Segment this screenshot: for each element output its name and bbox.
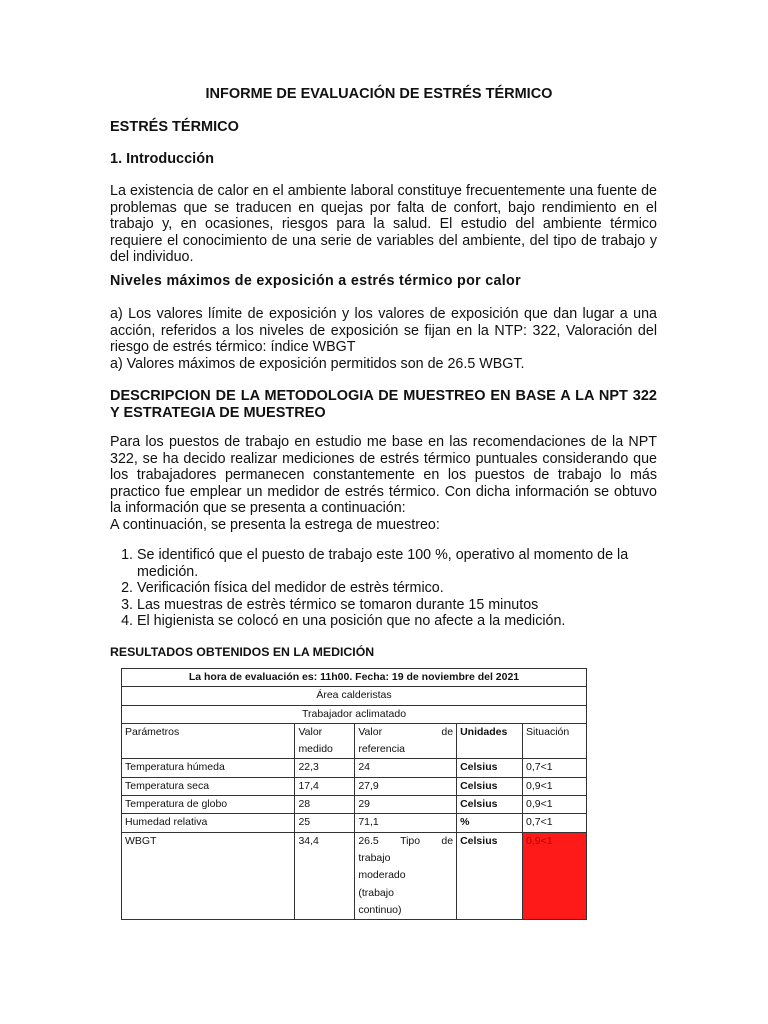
reference-line5: continuo) bbox=[358, 903, 402, 916]
levels-text-1: a) Los valores límite de exposición y los valores de exposición que dan lugar a una acción, referidos a los niveles de exposición se fijan en la NTP: 322, Valoración del riesgo de estrés térmico: índice WBGT bbox=[110, 306, 657, 355]
param-cell: Temperatura de globo bbox=[122, 796, 295, 814]
status-cell: 0,7<1 bbox=[523, 759, 587, 777]
area-cell: Área calderistas bbox=[122, 687, 587, 705]
levels-text-2: a) Valores máximos de exposición permitidos son de 26.5 WBGT. bbox=[110, 355, 525, 372]
measured-cell: 28 bbox=[295, 796, 355, 814]
column-header-reference bbox=[355, 723, 457, 759]
column-header-param: Parámetros bbox=[122, 723, 295, 759]
table-row bbox=[122, 777, 587, 795]
reference-word-tipo: Tipo bbox=[400, 834, 421, 847]
reference-cell: 27,9 bbox=[355, 777, 457, 795]
intro-heading: 1. Introducción bbox=[110, 151, 214, 167]
table-worker-row bbox=[122, 705, 587, 723]
column-header-reference-word1: Valor bbox=[358, 725, 383, 738]
column-header-status: Situación bbox=[523, 723, 587, 759]
reference-cell: 71,1 bbox=[355, 814, 457, 832]
measured-cell: 25 bbox=[295, 814, 355, 832]
status-cell-highlighted: 0,9<1 bbox=[523, 832, 587, 919]
section-heading: ESTRÉS TÉRMICO bbox=[110, 119, 239, 135]
column-header-reference-line2: referencia bbox=[358, 743, 406, 756]
table-row bbox=[122, 796, 587, 814]
units-cell: Celsius bbox=[457, 759, 523, 777]
column-header-measured-line2: medido bbox=[298, 743, 333, 756]
reference-value: 26.5 bbox=[358, 834, 379, 847]
list-item: 4. El higienista se colocó en una posición que no afecte a la medición. bbox=[137, 613, 684, 630]
units-cell: % bbox=[457, 814, 523, 832]
table-row bbox=[122, 814, 587, 832]
list-item: 1. Se identificó que el puesto de trabajo este 100 %, operativo al momento de la medición. bbox=[137, 547, 684, 580]
status-cell: 0,7<1 bbox=[523, 814, 587, 832]
param-cell: WBGT bbox=[122, 832, 295, 919]
methodology-heading: DESCRIPCION DE LA METODOLOGIA DE MUESTREO EN BASE A LA NPT 322 Y ESTRATEGIA DE MUESTREO bbox=[110, 388, 657, 421]
reference-line1 bbox=[358, 833, 453, 850]
measured-cell: 22,3 bbox=[295, 759, 355, 777]
methodology-text-1: Para los puestos de trabajo en estudio me base en las recomendaciones de la NPT 322, se ha decido realizar mediciones de estrés térmico puntuales considerando que los trabajadores permanecen constantemente en los puestos de trabajo lo más practico fue emplear un medidor de estrés térmico. Con dicha información se obtuvo la información que se presenta a continuación: bbox=[110, 434, 657, 516]
reference-word-de: de bbox=[441, 834, 454, 847]
worker-cell: Trabajador aclimatado bbox=[122, 705, 587, 723]
levels-paragraph bbox=[110, 306, 657, 372]
column-header-reference-line1 bbox=[358, 724, 453, 741]
list-item: 2. Verificación física del medidor de estrès térmico. bbox=[137, 580, 684, 597]
results-heading: RESULTADOS OBTENIDOS EN LA MEDICIÓN bbox=[110, 645, 375, 659]
units-cell: Celsius bbox=[457, 777, 523, 795]
measured-cell: 34,4 bbox=[295, 832, 355, 919]
column-header-units: Unidades bbox=[457, 723, 523, 759]
reference-cell: 24 bbox=[355, 759, 457, 777]
evaluation-time-cell: La hora de evaluación es: 11h00. Fecha: 19 de noviembre del 2021 bbox=[122, 669, 587, 687]
table-header-row bbox=[122, 669, 587, 687]
levels-heading: Niveles máximos de exposición a estrés térmico por calor bbox=[110, 273, 521, 289]
reference-line3: moderado bbox=[358, 869, 406, 882]
units-cell: Celsius bbox=[457, 796, 523, 814]
param-cell: Temperatura seca bbox=[122, 777, 295, 795]
reference-cell bbox=[355, 832, 457, 919]
column-header-measured bbox=[295, 723, 355, 759]
column-header-measured-line1: Valor bbox=[298, 725, 323, 738]
column-header-reference-word2: de bbox=[441, 725, 454, 738]
status-cell: 0,9<1 bbox=[523, 796, 587, 814]
units-cell: Celsius bbox=[457, 832, 523, 919]
table-column-header-row bbox=[122, 723, 587, 759]
table-area-row bbox=[122, 687, 587, 705]
table-row-wbgt bbox=[122, 832, 587, 919]
document-title: INFORME DE EVALUACIÓN DE ESTRÉS TÉRMICO bbox=[205, 86, 553, 102]
param-cell: Humedad relativa bbox=[122, 814, 295, 832]
sampling-steps-list bbox=[110, 547, 684, 630]
intro-paragraph bbox=[110, 183, 657, 266]
results-table bbox=[121, 668, 587, 920]
intro-text: La existencia de calor en el ambiente laboral constituye frecuentemente una fuente de problemas que se traducen en quejas por falta de confort, bajo rendimiento en el trabajo y, en ocasiones, riesgos para la salud. El estudio del ambiente térmico requiere el conocimiento de una serie de variables del ambiente, del tipo de trabajo y del individuo. bbox=[110, 183, 657, 265]
list-item: 3. Las muestras de estrès térmico se tomaron durante 15 minutos bbox=[137, 597, 684, 614]
reference-line4: (trabajo bbox=[358, 886, 394, 899]
status-cell: 0,9<1 bbox=[523, 777, 587, 795]
table-row bbox=[122, 759, 587, 777]
reference-cell: 29 bbox=[355, 796, 457, 814]
measured-cell: 17,4 bbox=[295, 777, 355, 795]
param-cell: Temperatura húmeda bbox=[122, 759, 295, 777]
methodology-paragraph bbox=[110, 434, 657, 533]
methodology-text-2: A continuación, se presenta la estrega de muestreo: bbox=[110, 516, 440, 533]
reference-line2: trabajo bbox=[358, 851, 391, 864]
